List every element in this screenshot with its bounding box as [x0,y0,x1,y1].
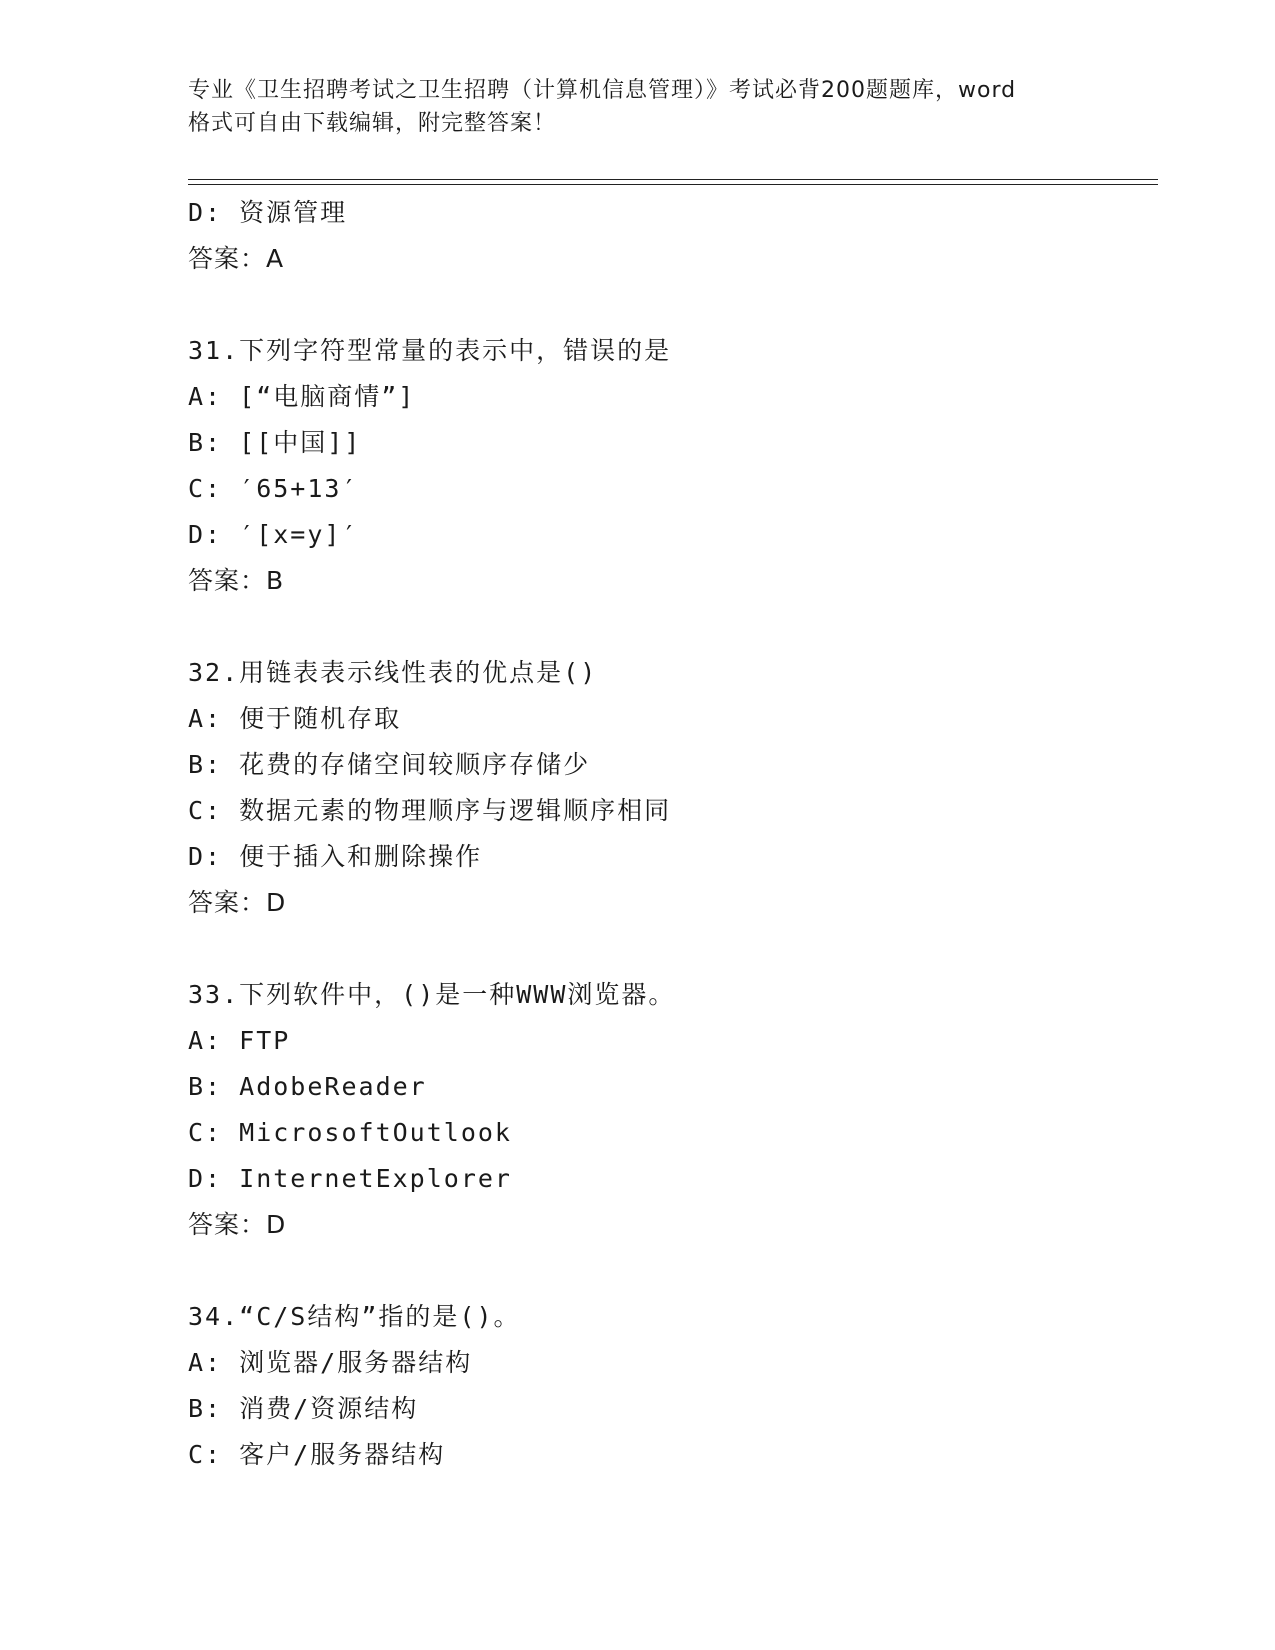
option-b: B: 消费/资源结构 [188,1394,419,1423]
header-line-1: 专业《卫生招聘考试之卫生招聘（计算机信息管理）》考试必背200题题库，word [188,78,1017,103]
header-divider-top [188,179,1158,180]
option-d: D: ′[x=y]′ [188,520,359,549]
answer: 答案：D [188,1210,287,1239]
option-b: B: AdobeReader [188,1072,427,1101]
answer: 答案：A [188,244,285,273]
document-header [188,74,1088,140]
option-d: D: InternetExplorer [188,1164,512,1193]
option-d: D: 便于插入和删除操作 [188,842,483,871]
option-b: B: 花费的存储空间较顺序存储少 [188,750,591,779]
option-a: A: 浏览器/服务器结构 [188,1348,473,1377]
option-c: C: 客户/服务器结构 [188,1440,446,1469]
spacer [188,1248,1158,1294]
header-divider-bottom [188,184,1158,185]
spacer [188,282,1158,328]
answer: 答案：D [188,888,287,917]
question-stem-31: 31.下列字符型常量的表示中，错误的是 [188,336,672,365]
question-stem-34: 34.“C/S结构”指的是()。 [188,1302,521,1331]
question-stem-32: 32.用链表表示线性表的优点是() [188,658,598,687]
option-b: B: [[中国]] [188,428,362,457]
option-d: D: 资源管理 [188,198,348,227]
answer: 答案：B [188,566,285,595]
option-a: A: 便于随机存取 [188,704,402,733]
option-a: A: FTP [188,1026,291,1055]
option-c: C: MicrosoftOutlook [188,1118,512,1147]
option-c: C: ′65+13′ [188,474,359,503]
option-c: C: 数据元素的物理顺序与逻辑顺序相同 [188,796,672,825]
header-line-2: 格式可自由下载编辑，附完整答案！ [188,111,557,136]
spacer [188,604,1158,650]
question-list [188,190,1158,1478]
spacer [188,926,1158,972]
question-stem-33: 33.下列软件中，()是一种WWW浏览器。 [188,980,676,1009]
option-a: A: [“电脑商情”] [188,382,416,411]
